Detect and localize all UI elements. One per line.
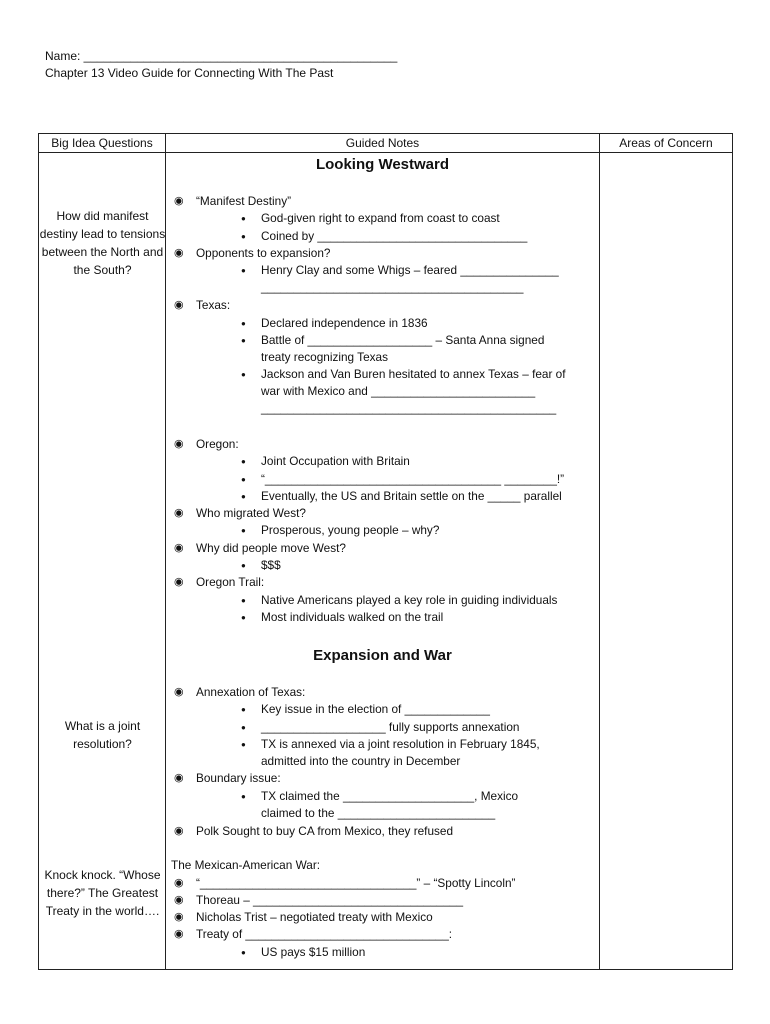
note-line: ◉ “Manifest Destiny” (196, 193, 291, 210)
note-line: ● Joint Occupation with Britain (261, 453, 410, 470)
video-guide-table (38, 133, 733, 970)
note-line: The Mexican-American War: (171, 858, 321, 872)
question-manifest-destiny: How did manifest destiny lead to tensions between the North and the South? (39, 209, 166, 277)
note-line: ● TX claimed the ____________________, Mexico (261, 788, 518, 805)
note-line: ● TX is annexed via a joint resolution in February 1845, (261, 736, 540, 753)
note-line: ◉ Oregon Trail: (196, 574, 264, 591)
note-line: ● Battle of ___________________ – Santa Anna signed (261, 332, 544, 349)
note-line: ◉ Nicholas Trist – negotiated treaty with Mexico (196, 909, 433, 926)
note-line: ● Native Americans played a key role in guiding individuals (261, 592, 557, 609)
note-line: ● Declared independence in 1836 (261, 315, 428, 332)
note-line: ● Jackson and Van Buren hesitated to annex Texas – fear of (261, 366, 566, 383)
note-line: ◉ Thoreau – ________________________________ (196, 892, 463, 909)
note-line: ● Eventually, the US and Britain settle on the _____ parallel (261, 488, 562, 505)
note-line: ________________________________________ (261, 280, 524, 294)
note-line: ● ___________________ fully supports annexation (261, 719, 519, 736)
note-line: ◉ Polk Sought to buy CA from Mexico, they refused (196, 823, 453, 840)
note-line: ● Most individuals walked on the trail (261, 609, 443, 626)
note-line: ● “____________________________________ ________!” (261, 471, 564, 488)
question-joint-resolution: What is a joint resolution? (64, 719, 141, 751)
note-line: ● US pays $15 million (261, 944, 365, 961)
big-idea-column (39, 153, 166, 970)
note-line: ● Prosperous, young people – why? (261, 522, 439, 539)
section-looking-westward: Looking Westward (315, 156, 450, 173)
note-line: ◉ Who migrated West? (196, 505, 306, 522)
guided-notes-column (166, 153, 600, 970)
note-line: admitted into the country in December (261, 754, 461, 768)
note-line: _____________________________________________ (261, 401, 557, 415)
name-field: Name: _______________________________________________ (45, 49, 398, 63)
note-line: ◉ Oregon: (196, 436, 239, 453)
question-greatest-treaty: Knock knock. “Whose there?” The Greatest Treaty in the world…. (44, 868, 161, 918)
areas-of-concern-column (600, 153, 733, 970)
document-title: Chapter 13 Video Guide for Connecting With The Past (45, 66, 334, 80)
note-line: ◉ Treaty of _______________________________: (196, 926, 452, 943)
note-line: ● $$$ (261, 557, 281, 574)
note-line: claimed to the ________________________ (261, 806, 496, 820)
col-header-guided-notes: Guided Notes (166, 134, 600, 153)
note-line: ◉ Annexation of Texas: (196, 684, 305, 701)
note-line: treaty recognizing Texas (261, 350, 388, 364)
col-header-areas-of-concern: Areas of Concern (600, 134, 733, 153)
note-line: ● Key issue in the election of _____________ (261, 701, 490, 718)
note-line: ● God-given right to expand from coast to coast (261, 210, 500, 227)
col-header-big-idea: Big Idea Questions (39, 134, 166, 153)
note-line: ● Henry Clay and some Whigs – feared _______________ (261, 262, 559, 279)
note-line: ◉ Boundary issue: (196, 770, 281, 787)
note-line: ◉ Texas: (196, 297, 230, 314)
note-line: ◉ “_________________________________” – “Spotty Lincoln” (196, 875, 515, 892)
note-line: ◉ Why did people move West? (196, 540, 346, 557)
note-line: ● Coined by ________________________________ (261, 228, 527, 245)
section-expansion-and-war: Expansion and War (313, 647, 452, 664)
note-line: ◉ Opponents to expansion? (196, 245, 330, 262)
note-line: war with Mexico and _________________________ (261, 384, 536, 398)
